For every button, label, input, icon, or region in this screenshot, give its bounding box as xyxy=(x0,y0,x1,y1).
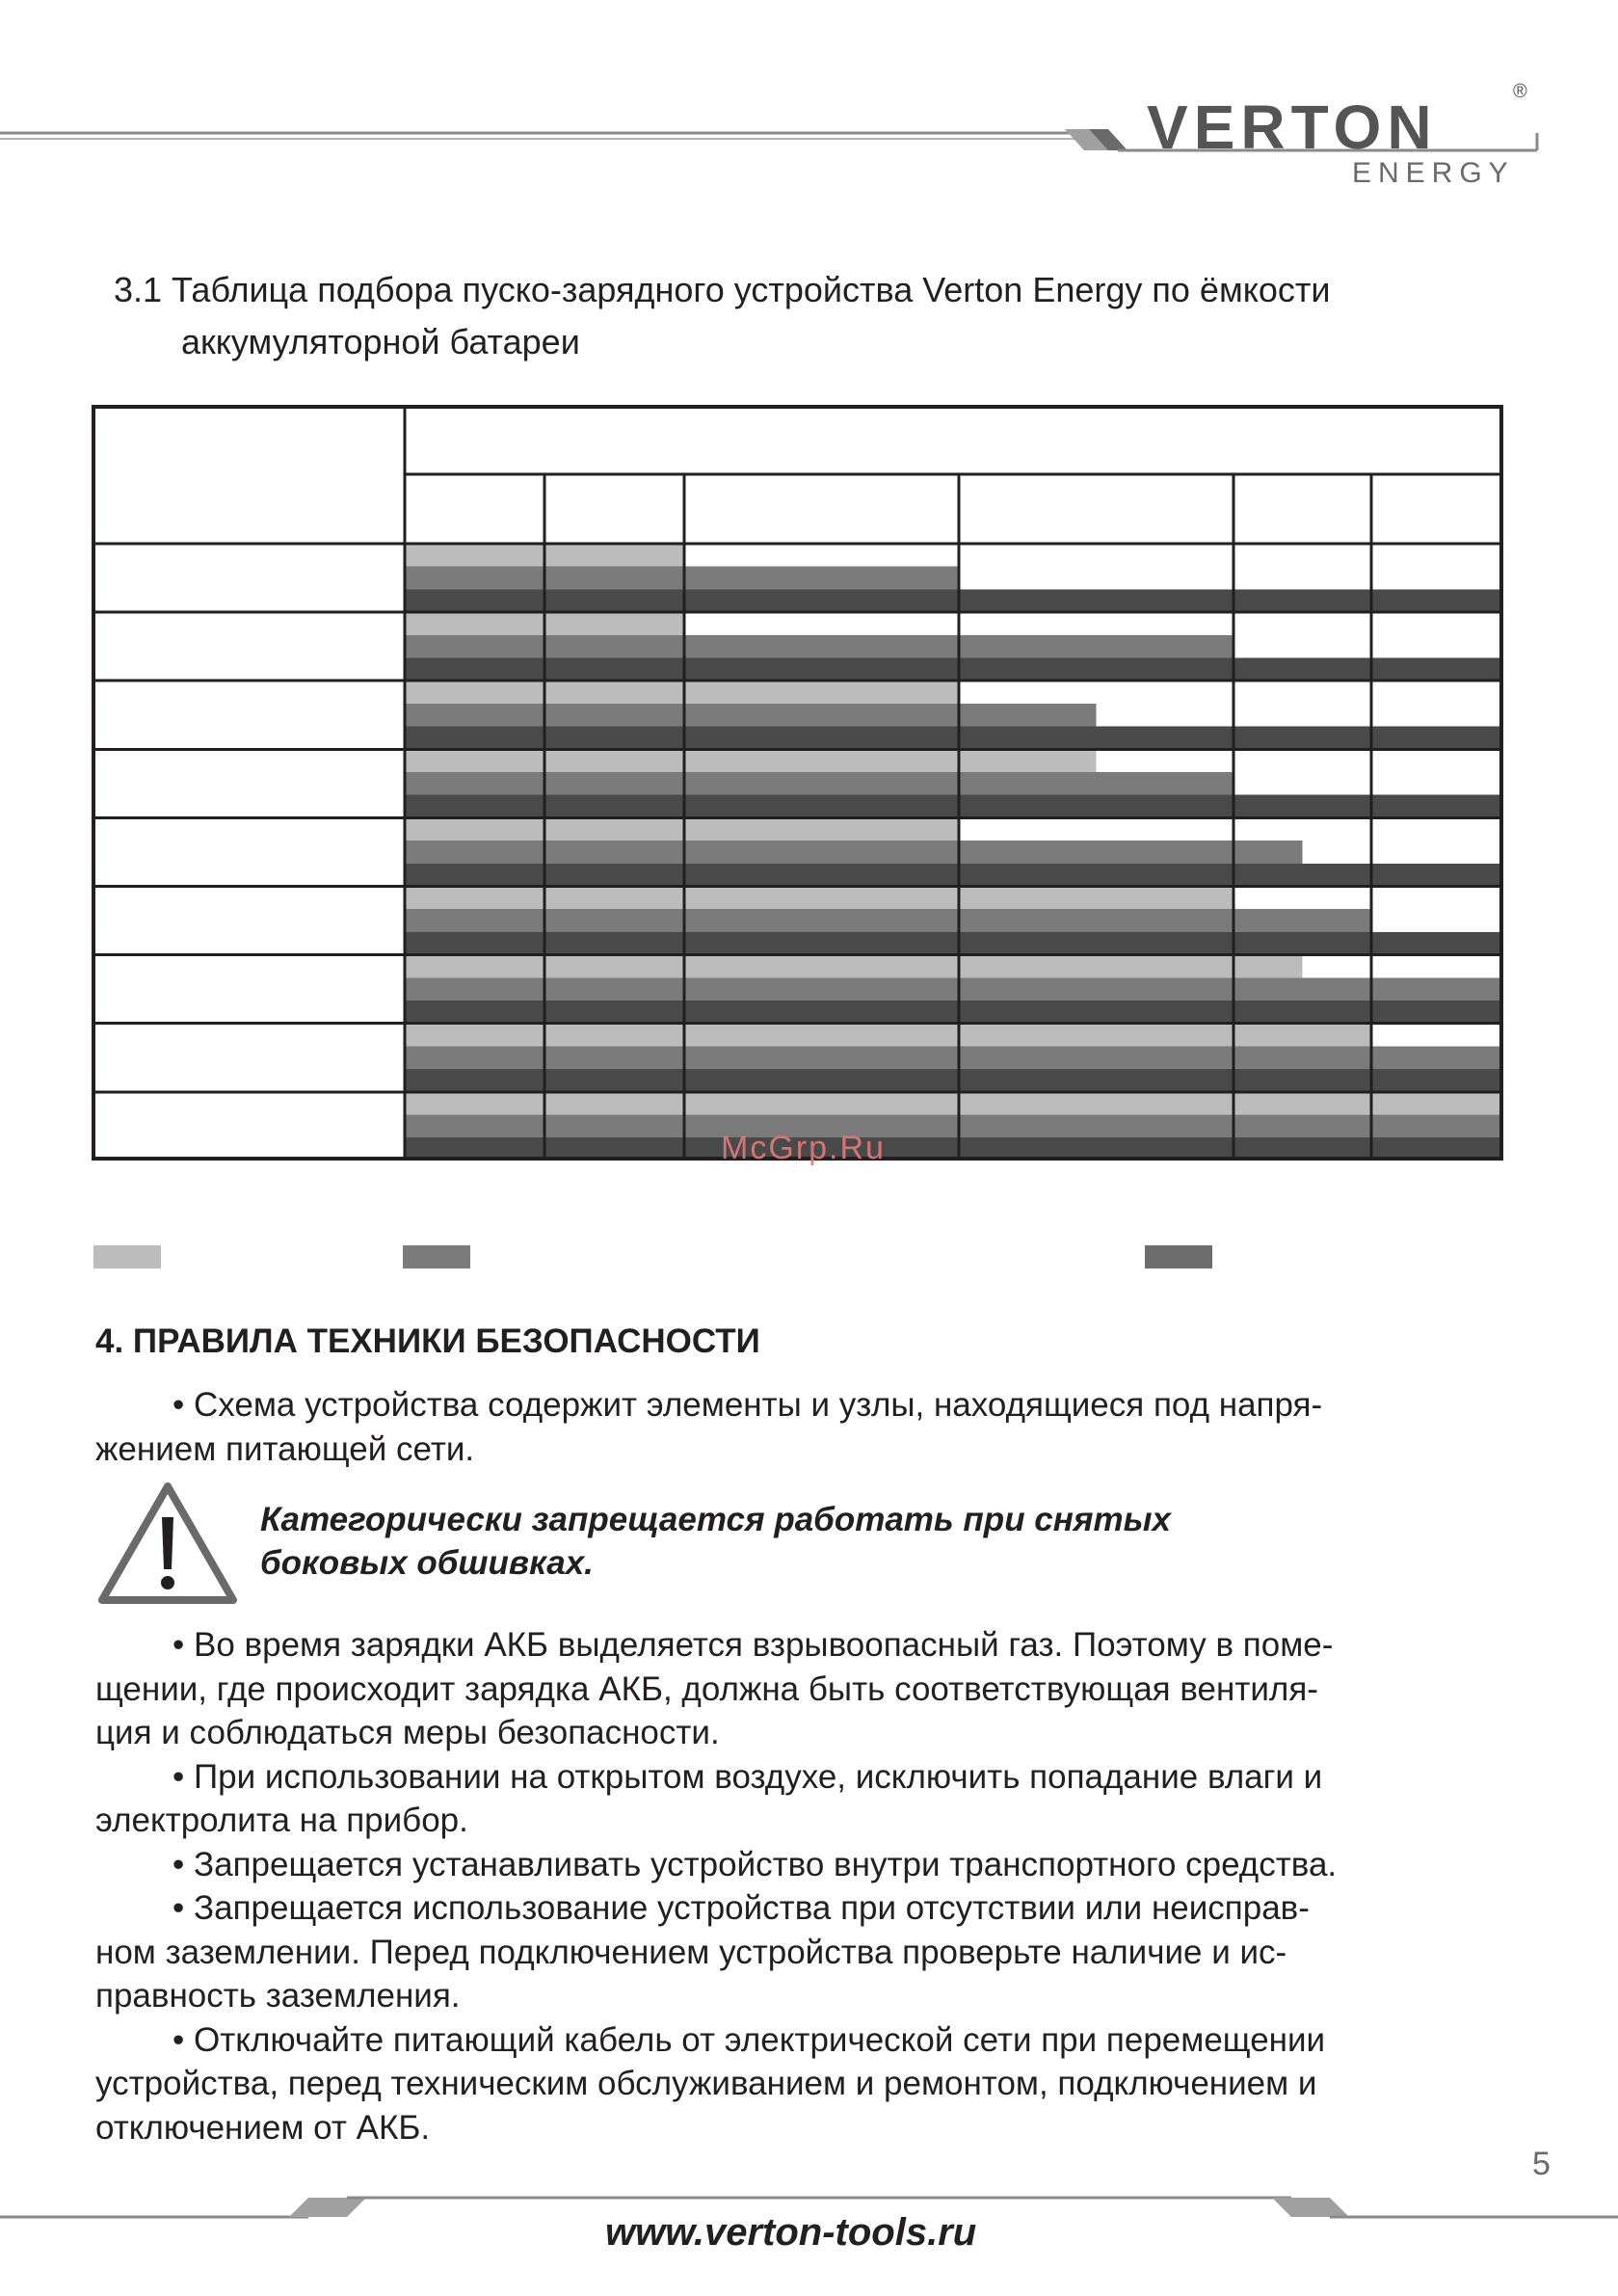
table-bar-medium-row-1 xyxy=(405,567,959,590)
table-bar-dark-row-8 xyxy=(405,1069,1503,1092)
safety-p1-line1: • Схема устройства содержит элементы и узлы, находящиеся под напря- xyxy=(172,1386,1323,1424)
section-title-line2: аккумуляторной батареи xyxy=(181,322,580,361)
warning-line1: Категорически запрещается работать при снятых xyxy=(260,1501,1171,1538)
safety-p6-line3: отключением от АКБ. xyxy=(95,2108,431,2147)
page-number: 5 xyxy=(1532,2146,1551,2182)
table-bar-medium-row-3 xyxy=(405,704,1097,727)
section-title xyxy=(114,264,1330,368)
table-bar-light-row-9 xyxy=(405,1092,1503,1115)
table-bar-dark-row-5 xyxy=(405,864,1503,887)
legend-swatch-light xyxy=(93,1245,161,1268)
legend-swatch-medium xyxy=(403,1245,470,1268)
table-bar-light-row-5 xyxy=(405,817,959,841)
safety-paragraph-1 xyxy=(95,1383,1445,1471)
table-bar-light-row-8 xyxy=(405,1024,1371,1047)
safety-p5-line3: правность заземления. xyxy=(95,1977,461,2015)
table-bar-dark-row-2 xyxy=(405,658,1503,681)
table-bar-medium-row-2 xyxy=(405,635,1233,658)
table-bar-dark-row-4 xyxy=(405,795,1503,818)
selection-table xyxy=(92,405,1503,1161)
safety-p2-line1: • Во время зарядки АКБ выделяется взрывоопасный газ. Поэтому в поме- xyxy=(172,1626,1334,1664)
watermark: McGrp.Ru xyxy=(721,1130,886,1166)
table-bar-medium-row-7 xyxy=(405,977,1503,1001)
warning-text xyxy=(260,1498,1320,1585)
warning-icon xyxy=(96,1481,239,1608)
brand-logo-subtitle: ENERGY xyxy=(1352,157,1515,189)
table-bar-light-row-7 xyxy=(405,955,1303,978)
table-bar-dark-row-6 xyxy=(405,932,1503,955)
brand-logo-wordmark: VERTON xyxy=(1147,93,1438,162)
table-bar-light-row-6 xyxy=(405,887,1233,910)
safety-p6-line2: устройства, перед техническим обслуживанием и ремонтом, подключением и xyxy=(95,2065,1317,2102)
safety-paragraph-2 xyxy=(95,1623,1445,2149)
table-bar-medium-row-9 xyxy=(405,1115,1503,1138)
safety-p1-line2: жением питающей сети. xyxy=(95,1429,475,1468)
table-bar-medium-row-8 xyxy=(405,1046,1503,1069)
registered-mark: ® xyxy=(1513,81,1527,102)
safety-p4-line1: • Запрещается устанавливать устройство внутри транспортного средства. xyxy=(172,1845,1338,1883)
safety-heading: 4. ПРАВИЛА ТЕХНИКИ БЕЗОПАСНОСТИ xyxy=(95,1322,760,1360)
table-bar-dark-row-7 xyxy=(405,1001,1503,1024)
safety-p2-line3: ция и соблюдаться меры безопасности. xyxy=(95,1714,720,1751)
warning-line2: боковых обшивках. xyxy=(260,1544,594,1582)
table-bar-medium-row-5 xyxy=(405,841,1303,864)
table-bar-dark-row-1 xyxy=(405,589,1503,612)
table-bar-light-row-4 xyxy=(405,749,1097,772)
safety-p2-line2: щении, где происходит зарядка АКБ, должна быть соответствующая вентиля- xyxy=(95,1669,1318,1708)
table-bar-light-row-3 xyxy=(405,681,959,704)
safety-p5-line1: • Запрещается использование устройства при отсутствии или неисправ- xyxy=(172,1889,1310,1927)
safety-p3-line2: электролита на прибор. xyxy=(95,1802,468,1839)
safety-p5-line2: ном заземлении. Перед подключением устройства проверьте наличие и ис- xyxy=(95,1933,1287,1971)
table-bar-medium-row-6 xyxy=(405,909,1371,932)
table-bar-medium-row-4 xyxy=(405,772,1233,795)
table-bar-dark-row-3 xyxy=(405,727,1503,750)
safety-p6-line1: • Отключайте питающий кабель от электрической сети при перемещении xyxy=(172,2020,1326,2059)
section-title-line1: 3.1 Таблица подбора пуско-зарядного устройства Verton Energy по ёмкости xyxy=(114,270,1331,309)
safety-p3-line1: • При использовании на открытом воздухе, исключить попадание влаги и xyxy=(172,1757,1323,1796)
footer-website-url[interactable]: www.verton-tools.ru xyxy=(605,2211,977,2254)
legend-swatch-dark xyxy=(1145,1245,1212,1268)
